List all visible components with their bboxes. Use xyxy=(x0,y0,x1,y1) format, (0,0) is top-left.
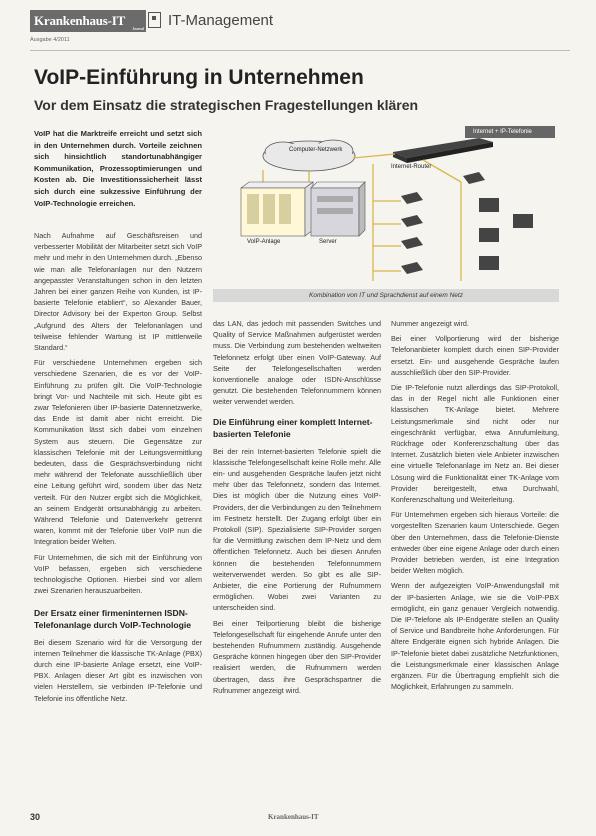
article-title: VoIP-Einführung in Unternehmen xyxy=(34,66,364,89)
paragraph: Bei diesem Szenario wird für die Versorgung der internen Teilnehmer die klassische TK-Anlage (PBX) durch eine IP-basierte Anlage ersetzt, eine VoIP-PBX. Anlagen dieser Art gibt es inzwischen von vielen Herstellern, sie verbinden IP-Telefonie und Telefonie ins öffentliche Netz. xyxy=(34,637,202,703)
masthead xyxy=(30,10,570,44)
paragraph: Für Unternehmen ergeben sich hieraus Vorteile: die vorgestellten Szenarien kaum Unterschiede. Gegen über den Unternehmen, dass die Telefonie-Dienste entweder über eine eigene Anlage oder durch einen Provider betrieben werden, ist eine Integration beider Welten möglich. xyxy=(391,510,559,576)
text-column-1 xyxy=(34,230,202,708)
router-icon xyxy=(393,138,493,163)
paragraph: Bei einer Teilportierung bleibt die bisherige Telefongesellschaft für eingehende Anrufe unter den bestehenden Rufnummern zuständig. Ausgehende Gespräche können hingegen über den SIP-Provider realisiert werden, die Rufnummern werden übertragen, dass ihre Gesprächspartner die Rufnummer angezeigt wird. xyxy=(213,618,381,695)
label-server: Server xyxy=(319,239,337,245)
paragraph: Wenn der aufgezeigten VoIP-Anwendungsfall mit der IP-basierten Anlage, wie sie die VoIP-PBX ermöglicht, ein ganz genauer Vergleich notwendig. Die IP-Telefone als IP-Endgeräte stellen an Quality of Service und Bandbreite hohe Anforderungen. Für ältere Endgeräte eignen sich hybride Anlagen. Die IP-Telefonie bietet dabei zusätzliche Netzfunktionen, die Leistungsmerkmale einer klassischen Anlage ergänzen. Für die Übertragung empfiehlt sich die Möglichkeit, Erfahrungen zu sammeln. xyxy=(391,581,559,692)
article-lead: VoIP hat die Marktreife erreicht und setzt sich in den Unternehmen durch. Vorteile zeichnen sich hinsichtlich standortunabhängiger Kommunikation, Prozessoptimierungen und Kosten ab. Die Investitionssicherheit lässt sich durch eine sukzessive Einführung der VoIP-Technologie erreichen. xyxy=(34,129,202,208)
magazine-logo xyxy=(30,10,146,32)
voip-anlage-server-icon xyxy=(241,182,313,236)
magazine-name: Krankenhaus-IT xyxy=(34,13,126,28)
network-diagram-svg xyxy=(213,116,559,302)
paragraph: Bei der rein Internet-basierten Telefonie spielt die klassische Telefongesellschaft keine Rolle mehr. Alle ein- und ausgehenden Gespräche laufen jetzt nicht mehr über das Telefonnetz, sondern das Internet. Dies ist möglich über die Nutzung eines VoIP-Providers, der die Verbindungen zu den Teilnehmern im Festnetz herstellt. Der Zugang erfolgt über ein Protokoll (SIP). Spezialisierte SIP-Provider sorgen für die Vermittlung zwischen dem IP-Netz und dem öffentlichen Telefonnetz. Auch bei diesen Anrufen können die bestehenden Telefonnummern weiterverwendet werden. So gibt es alle SIP-Anbieter, die eine Portierung der Rufnummern ermöglichen. Wobei zwei Varianten zu unterscheiden sind. xyxy=(213,446,381,613)
paragraph: Nach Aufnahme auf Geschäftsreisen und verbesserter Mobilität der Mitarbeiter setzt sich VoIP mehr und mehr in den Unternehmen durch. „Ebenso wie man alle Telefonanlagen nur den Nutzern angepasster Veranstaltungen schon in den letzten Jahren bei einer ganzen Reihe von Kunden, ist IP-basierte Telefonie etabliert“, so Alexander Bauer, Director Advisory bei der Experton Group. Selbst „Aufgrund des Alters der Telefonanlagen und teilweise fehlender Wartung ist IP mittlerweile Standard.“ xyxy=(34,231,202,353)
paragraph: das LAN, das jedoch mit passenden Switches und Quality of Service Maßnahmen aufgerüstet werden muss. Die Verbindung zum bestehenden weltweiten Telefonnetz erfolgt über einen VoIP-Gateway. Auf Seite der Telefongesellschaften werden konventionelle analoge oder ISDN-Anschlüsse genutzt. Die bestehenden Telefonnummern können weiter verwendet werden. xyxy=(213,319,381,407)
footer-logo: Krankenhaus-IT xyxy=(268,813,319,821)
magazine-sub: Journal xyxy=(132,26,144,31)
server-icon xyxy=(311,182,365,236)
section-icon xyxy=(148,12,161,28)
paragraph: Für verschiedene Unternehmen ergeben sich verschiedene Szenarien, die es vor der VoIP-Einführung zu prüfen gilt. Die VoIP-Technologie bringt Vor- und Nachteile mit sich. Heute gibt es zwar Telefonieren über IP-basierte Datennetzwerke, das Ende ist damit aber nicht erreicht. Die Kommunikation lässt sich dabei vom einzelnen System aus steuern. Die Gegensätze zur klassischen Telefonie mit der Leitungsvermittlung bedeuten, dass die Gesprächsverbindung nicht mehr während der Telefonate ausschließlich über eine Leitung geführt wird, sondern über das Netz verteilt. Für den Nutzer ergibt sich die Möglichkeit, an seinem Endgerät ortsunabhängig zu arbeiten. Während Telefonie und Datenverkehr getrennt waren, kommt mit der Telefonie über VoIP nun die Integration beider Welten. xyxy=(34,358,202,547)
text-column-2 xyxy=(213,318,381,700)
label-voip-anlage: VoIP-Anlage xyxy=(247,239,281,245)
computer-network-cloud-icon xyxy=(263,140,355,171)
paragraph: Nummer angezeigt wird. xyxy=(391,319,469,328)
network-diagram xyxy=(213,116,559,302)
section-heading: Die Einführung einer komplett Internet-basierten Telefonie xyxy=(213,416,373,439)
issue-label: Ausgabe 4/2011 xyxy=(30,37,70,43)
paragraph: Bei einer Vollportierung wird der bisherige Telefonanbieter komplett durch einen SIP-Provider ersetzt. Ein- und ausgehende Gespräche laufen ausschließlich über den SIP-Provider. xyxy=(391,334,559,377)
label-internet: Internet + IP-Telefonie xyxy=(473,129,532,135)
masthead-rule xyxy=(30,50,570,51)
text-column-3 xyxy=(391,318,559,697)
section-heading: Der Ersatz einer firmeninternen ISDN-Telefonanlage durch VoIP-Technologie xyxy=(34,607,192,630)
paragraph: Für Unternehmen, die sich mit der Einführung von VoIP befassen, ergeben sich verschiedene technologische Optionen. Hierbei sind vor allem zwei Szenarien herauszuarbeiten. xyxy=(34,552,202,596)
label-computer-network: Computer-Netzwerk xyxy=(289,147,343,153)
paragraph: Die IP-Telefonie nutzt allerdings das SIP-Protokoll, das in der Regel nicht alle Funktionen einer klassischen TK-Anlage bietet. Mehrere Leistungsmerkmale sind nicht oder nur eingeschränkt verfügbar, etwa Anrufumleitung, Rückfrage oder Konferenzschaltung über das Internet. Zusätzlich bieten viele Anbieter inzwischen eine virtuelle Telefonanlage im Netz an. Bei dieser Lösung wird die Funktionalität einer TK-Anlage vom Provider bereitgestellt, etwa Durchwahl, Konferenzschaltung und Weiterleitung. xyxy=(391,383,559,505)
page-number: 30 xyxy=(30,812,41,822)
section-label: IT-Management xyxy=(168,12,274,29)
label-router: Internet-Router xyxy=(391,164,432,170)
computer-icons xyxy=(479,198,533,270)
figure-caption: Kombination von IT und Sprachdienst auf einem Netz xyxy=(213,289,559,302)
ip-phones-icon xyxy=(401,172,485,274)
article-subtitle: Vor dem Einsatz die strategischen Fragestellungen klären xyxy=(34,97,419,113)
